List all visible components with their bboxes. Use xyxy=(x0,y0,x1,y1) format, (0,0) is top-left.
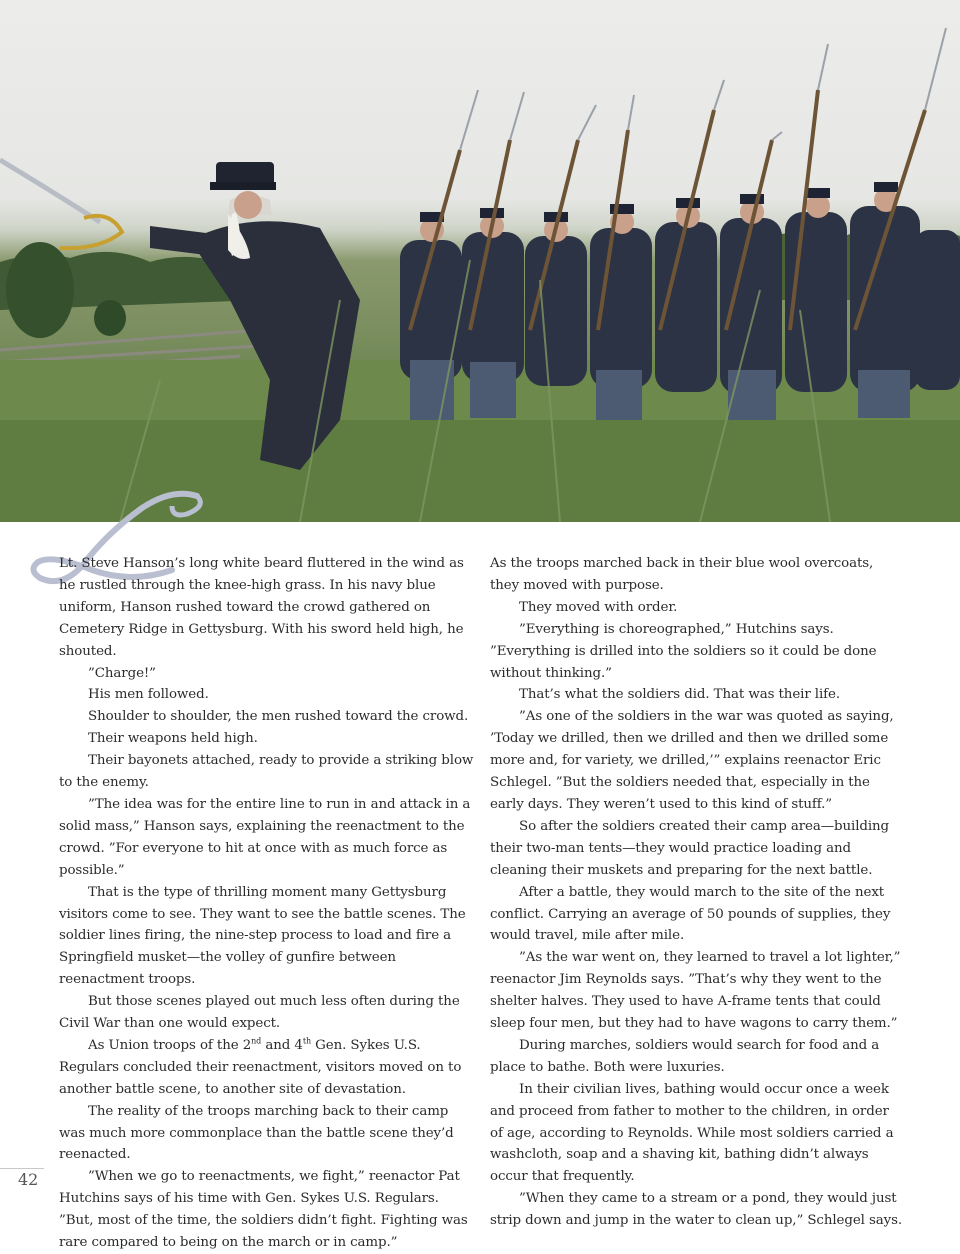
paragraph: That is the type of thrilling moment many Gettysburg visitors come to see. They want to see the battle scenes. The soldier lines firing, the nine-step process to load and fire a Springfield musket—the volley of gunfire between reenactment troops. xyxy=(59,884,466,988)
paragraph: ”Everything is choreographed,” Hutchins says. ”Everything is drilled into the soldiers so it could be done without thinking.” xyxy=(490,621,877,681)
reenactment-photo-illustration xyxy=(0,0,960,522)
paragraph: That’s what the soldiers did. That was their life. xyxy=(519,687,840,703)
paragraph: ”The idea was for the entire line to run in and attack in a solid mass,” Hanson says, explaining the reenactment to the crowd. ”For everyone to hit at once with as much force as possible.” xyxy=(59,796,471,878)
lead-paragraph: Lt. Steve Hanson’s long white beard fluttered in the wind as he rustled through the knee-high grass. In his navy blue uniform, Hanson rushed toward the crowd gathered on Cemetery Ridge in Gettysburg. With his sword held high, he shouted. xyxy=(59,556,464,659)
paragraph: As the troops marched back in their blue wool overcoats, they moved with purpose. xyxy=(490,556,874,593)
paragraph: ”As the war went on, they learned to travel a lot lighter,” reenactor Jim Reynolds says. ”That’s why they went to the shelter halves. They used to have A-frame tents that could sleep four men, but they had to have wagons to carry them.” xyxy=(490,950,901,1032)
page-number: 42 xyxy=(18,1170,39,1189)
folio-rule xyxy=(0,1168,44,1169)
article-right-column xyxy=(490,553,905,1232)
paragraph: ”When they came to a stream or a pond, they would just strip down and jump in the water to clean up,” Schlegel says. xyxy=(490,1191,903,1229)
paragraph: Their bayonets attached, ready to provide a striking blow to the enemy. xyxy=(59,753,474,791)
paragraph: Shoulder to shoulder, the men rushed toward the crowd. xyxy=(88,709,469,725)
article-left-column xyxy=(59,553,474,1254)
paragraph-union-troops: As Union troops of the 2nd and 4th Gen. Sykes U.S. Regulars concluded their reenactment, visitors moved on to another battle scene, to another site of devastation. xyxy=(59,1036,462,1097)
paragraph: The reality of the troops marching back to their camp was much more commonplace than the battle scene they’d reenacted. xyxy=(59,1103,454,1163)
paragraph: During marches, soldiers would search for food and a place to bathe. Both were luxuries. xyxy=(490,1037,880,1075)
paragraph: ”When we go to reenactments, we fight,” reenactor Pat Hutchins says of his time with Gen. Sykes U.S. Regulars. ”But, most of the time, the soldiers didn’t fight. Fighting was rare compared to being on the march or in camp.” xyxy=(59,1169,468,1251)
paragraph: After a battle, they would march to the site of the next conflict. Carrying an average of 50 pounds of supplies, they would travel, mile after mile. xyxy=(490,884,891,944)
paragraph: ”Charge!” xyxy=(88,665,156,681)
paragraph: ”As one of the soldiers in the war was quoted as saying, ’Today we drilled, then we drilled and then we drilled some more and, for variety, we drilled,’” explains reenactor Eric Schlegel. ”But the soldiers needed that, especially in the early days. They weren’t used to this kind of stuff.” xyxy=(490,709,894,812)
paragraph: His men followed. xyxy=(88,687,209,703)
paragraph: But those scenes played out much less often during the Civil War than one would expect. xyxy=(59,994,460,1032)
paragraph: Their weapons held high. xyxy=(88,731,258,747)
paragraph: In their civilian lives, bathing would occur once a week and proceed from father to mother to the children, in order of age, according to Reynolds. While most soldiers carried a washcloth, soap and a shaving kit, bathing didn’t always occur that frequently. xyxy=(490,1081,894,1185)
hero-photo xyxy=(0,0,960,522)
paragraph: They moved with order. xyxy=(519,599,678,615)
paragraph: So after the soldiers created their camp area—building their two-man tents—they would practice loading and cleaning their muskets and preparing for the next battle. xyxy=(490,818,890,878)
